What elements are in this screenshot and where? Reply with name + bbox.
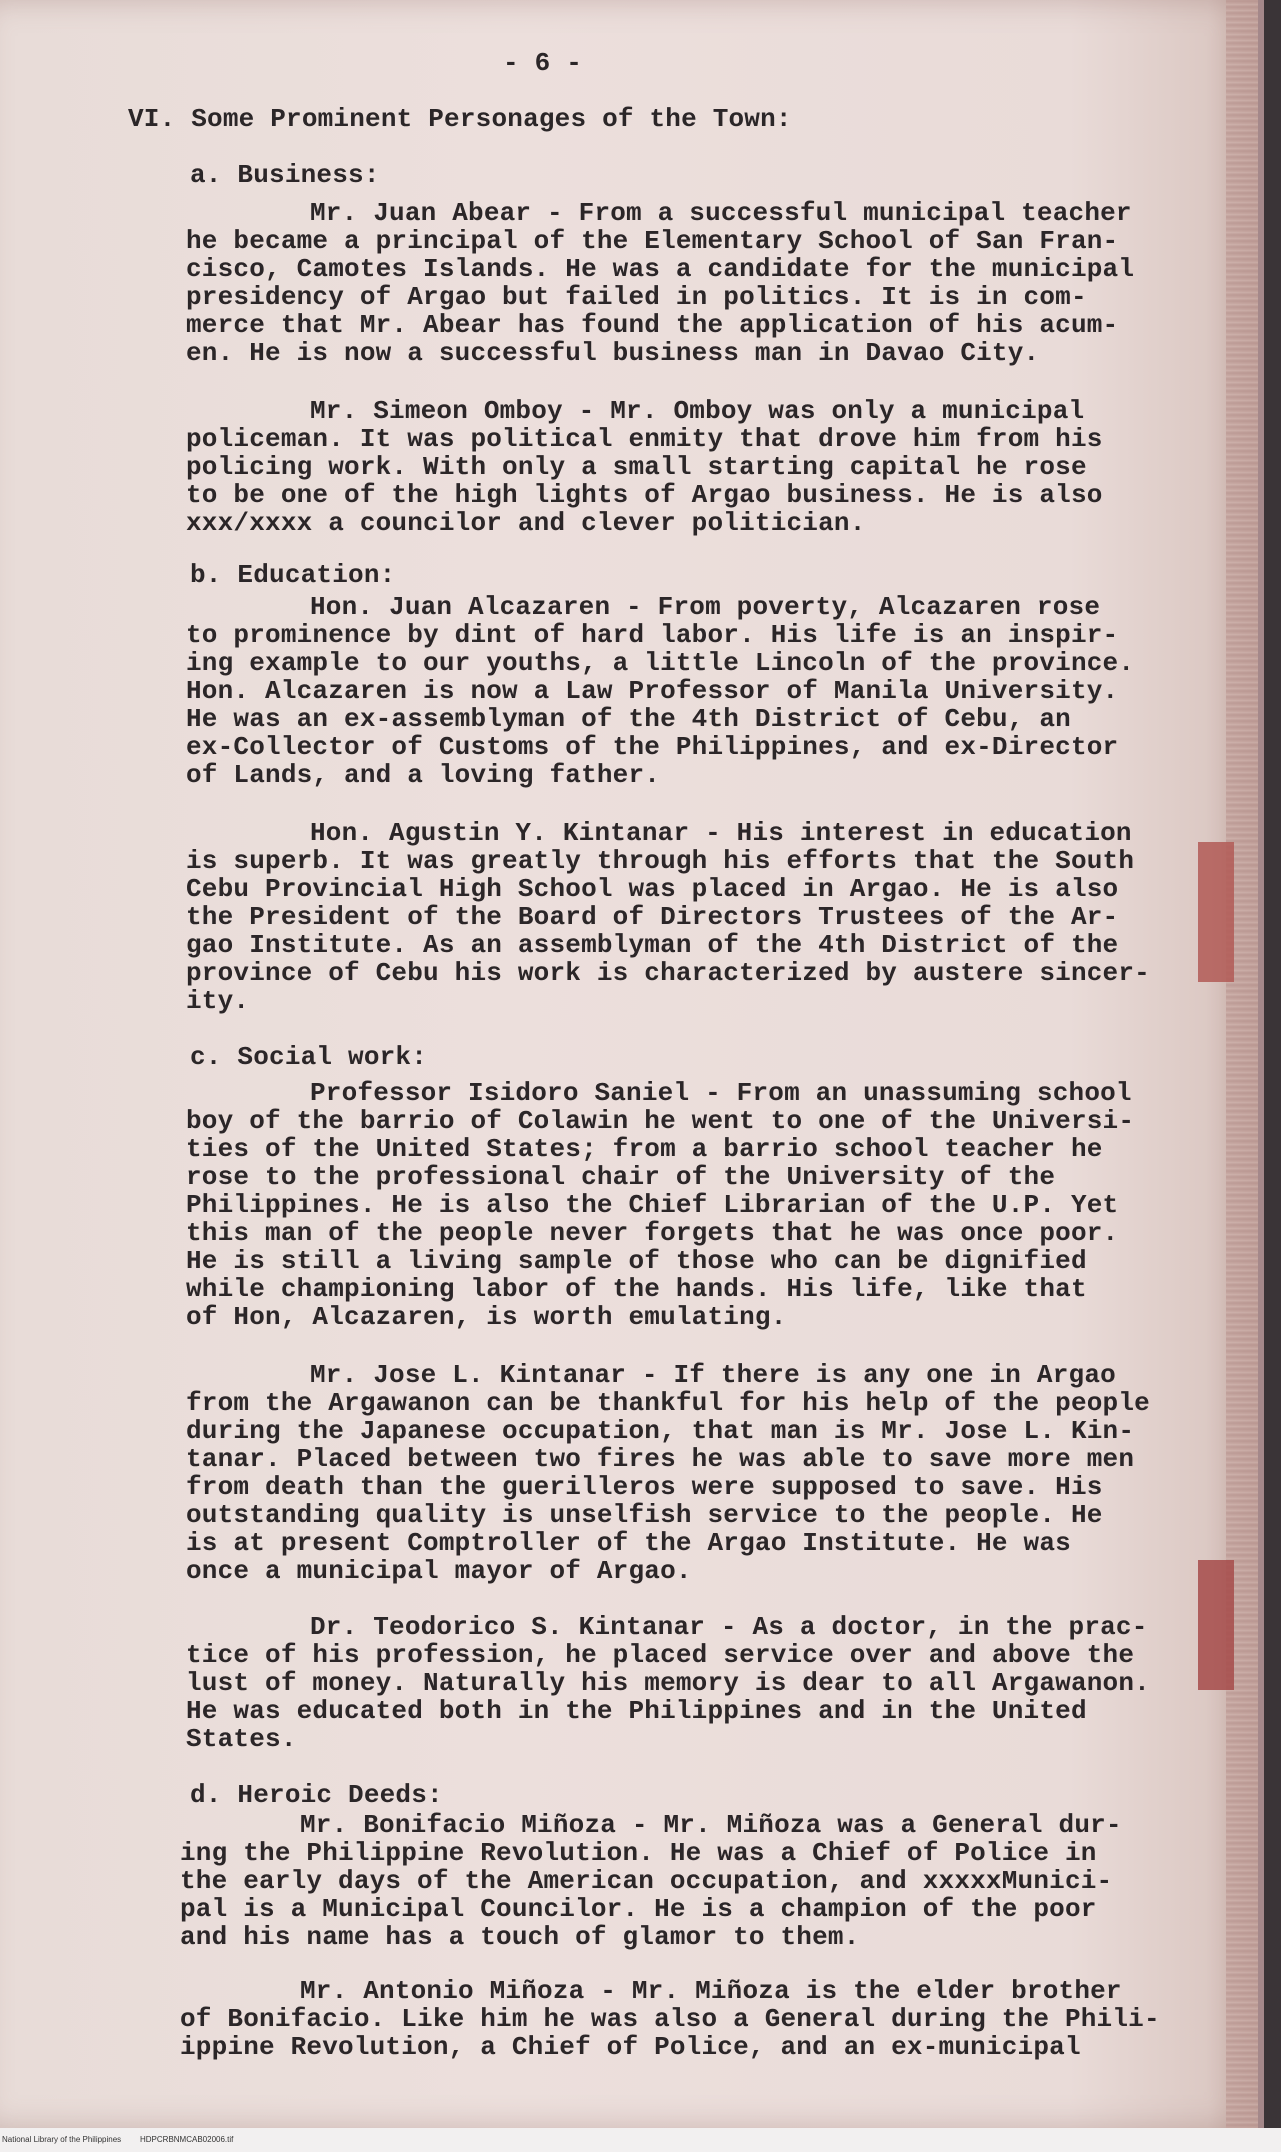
text-line: ippine Revolution, a Chief of Police, and an ex-municipal — [180, 2032, 1081, 2062]
text-line: while championing labor of the hands. His life, like that — [186, 1274, 1087, 1304]
text-line: ing example to our youths, a little Lincoln of the province. — [186, 648, 1135, 678]
text-line: once a municipal mayor of Argao. — [186, 1556, 692, 1586]
text-line: boy of the barrio of Colawin he went to one of the Universi- — [186, 1106, 1135, 1136]
text-line: presidency of Argao but failed in politics. It is in com- — [186, 282, 1087, 312]
text-line: from death than the guerilleros were supposed to save. His — [186, 1472, 1103, 1502]
text-line: Cebu Provincial High School was placed in Argao. He is also — [186, 874, 1119, 904]
text-line: tanar. Placed between two fires he was able to save more men — [186, 1444, 1135, 1474]
text-line: ties of the United States; from a barrio school teacher he — [186, 1134, 1103, 1164]
text-line: outstanding quality is unselfish service to the people. He — [186, 1500, 1103, 1530]
text-line: policeman. It was political enmity that drove him from his — [186, 424, 1103, 454]
page-number: - 6 - — [503, 48, 583, 78]
section-heading: VI. Some Prominent Personages of the Town: — [128, 104, 792, 134]
text-line: tice of his profession, he placed service over and above the — [186, 1640, 1135, 1670]
subsection-heading: a. Business: — [190, 160, 380, 190]
text-line: Mr. Antonio Miñoza - Mr. Miñoza is the elder brother — [300, 1976, 1122, 2006]
text-line: is superb. It was greatly through his efforts that the South — [186, 846, 1135, 876]
text-line: and his name has a touch of glamor to them. — [180, 1922, 860, 1952]
text-line: Hon. Alcazaren is now a Law Professor of Manila University. — [186, 676, 1119, 706]
text-line: during the Japanese occupation, that man is Mr. Jose L. Kin- — [186, 1416, 1135, 1446]
text-line: gao Institute. As an assemblyman of the 4th District of the — [186, 930, 1119, 960]
text-line: cisco, Camotes Islands. He was a candidate for the municipal — [186, 254, 1135, 284]
text-line: of Lands, and a loving father. — [186, 760, 661, 790]
text-line: He was an ex-assemblyman of the 4th District of Cebu, an — [186, 704, 1071, 734]
subsection-heading: b. Education: — [190, 560, 396, 590]
text-line: xxx/xxxx a councilor and clever politician. — [186, 508, 866, 538]
text-line: lust of money. Naturally his memory is dear to all Argawanon. — [186, 1668, 1150, 1698]
text-line: the President of the Board of Directors Trustees of the Ar- — [186, 902, 1119, 932]
text-line: Mr. Bonifacio Miñoza - Mr. Miñoza was a General dur- — [300, 1810, 1122, 1840]
text-line: the early days of the American occupation, and xxxxxMunici- — [180, 1866, 1113, 1896]
text-line: is at present Comptroller of the Argao Institute. He was — [186, 1528, 1071, 1558]
text-line: ex-Collector of Customs of the Philippines, and ex-Director — [186, 732, 1119, 762]
text-line: ity. — [186, 986, 250, 1016]
text-line: Hon. Agustin Y. Kintanar - His interest in education — [310, 818, 1132, 848]
text-line: Mr. Simeon Omboy - Mr. Omboy was only a municipal — [310, 396, 1085, 426]
text-line: ing the Philippine Revolution. He was a Chief of Police in — [180, 1838, 1097, 1868]
text-line: he became a principal of the Elementary School of San Fran- — [186, 226, 1119, 256]
text-line: province of Cebu his work is characterized by austere sincer- — [186, 958, 1150, 988]
text-line: Dr. Teodorico S. Kintanar - As a doctor, in the prac- — [310, 1612, 1148, 1642]
subsection-heading: d. Heroic Deeds: — [190, 1780, 443, 1810]
text-line: He was educated both in the Philippines and in the United — [186, 1696, 1087, 1726]
text-line: of Hon, Alcazaren, is worth emulating. — [186, 1302, 787, 1332]
text-line: to prominence by dint of hard labor. His life is an inspir- — [186, 620, 1119, 650]
text-line: merce that Mr. Abear has found the application of his acum- — [186, 310, 1119, 340]
subsection-heading: c. Social work: — [190, 1042, 428, 1072]
text-line: pal is a Municipal Councilor. He is a champion of the poor — [180, 1894, 1097, 1924]
text-line: this man of the people never forgets that he was once poor. — [186, 1218, 1119, 1248]
text-line: en. He is now a successful business man in Davao City. — [186, 338, 1040, 368]
text-line: Mr. Jose L. Kintanar - If there is any one in Argao — [310, 1360, 1116, 1390]
text-line: Philippines. He is also the Chief Librarian of the U.P. Yet — [186, 1190, 1119, 1220]
scan-footer — [0, 2128, 1281, 2152]
text-line: of Bonifacio. Like him he was also a General during the Phili- — [180, 2004, 1160, 2034]
library-credit: National Library of the Philippines — [2, 2135, 122, 2144]
text-line: Mr. Juan Abear - From a successful municipal teacher — [310, 198, 1132, 228]
text-line: Professor Isidoro Saniel - From an unassuming school — [310, 1078, 1132, 1108]
text-line: policing work. With only a small starting capital he rose — [186, 452, 1087, 482]
text-line: He is still a living sample of those who can be dignified — [186, 1246, 1087, 1276]
text-line: from the Argawanon can be thankful for his help of the people — [186, 1388, 1150, 1418]
text-line: States. — [186, 1724, 297, 1754]
file-name: HDPCRBNMCAB02006.tif — [140, 2135, 234, 2144]
text-line: to be one of the high lights of Argao business. He is also — [186, 480, 1103, 510]
text-line: Hon. Juan Alcazaren - From poverty, Alcazaren rose — [310, 592, 1101, 622]
text-line: rose to the professional chair of the University of the — [186, 1162, 1056, 1192]
